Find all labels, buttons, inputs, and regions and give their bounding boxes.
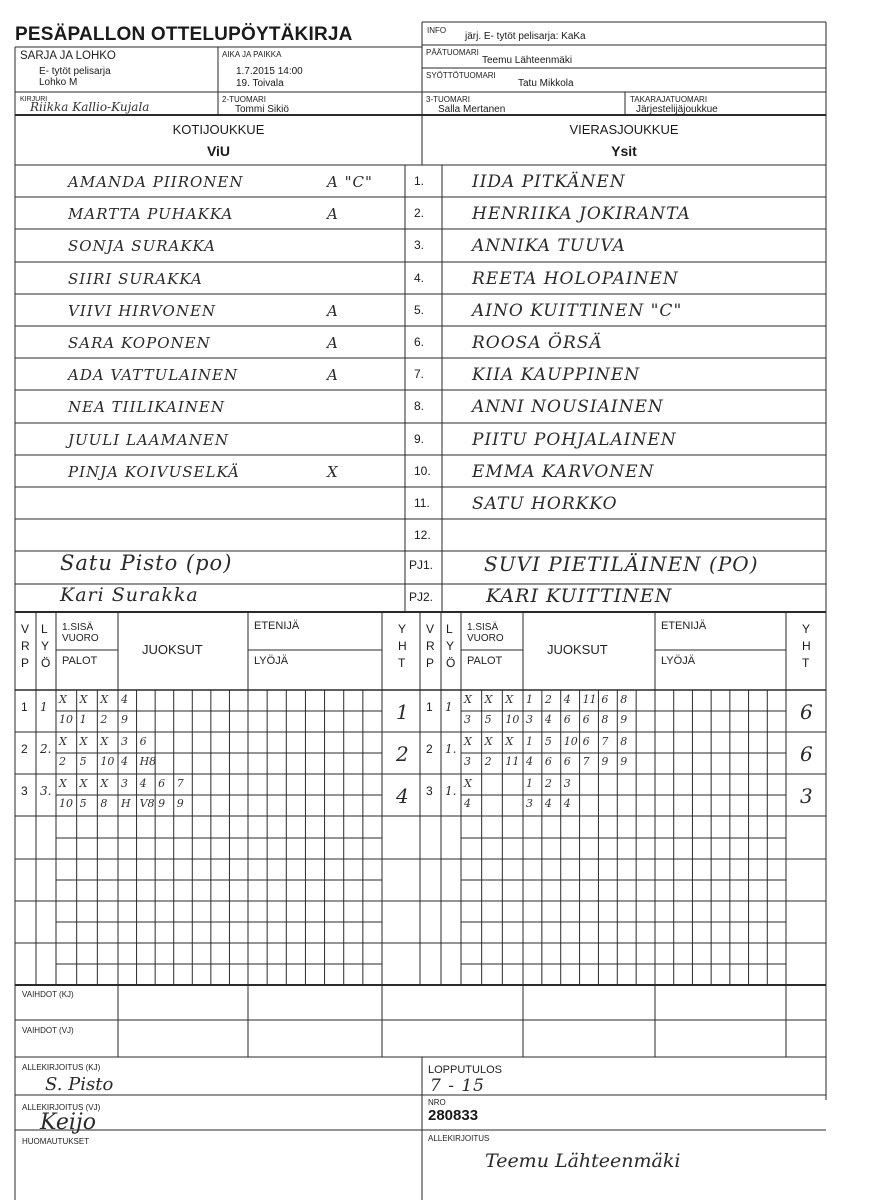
inning-top-cell: 4 <box>121 693 128 706</box>
vaihdot-vj-label: VAIHDOT (VJ) <box>22 1026 74 1035</box>
paatuomari-value: Teemu Lähteenmäki <box>482 55 573 66</box>
etenija-header: ETENIJÄ <box>254 620 300 632</box>
away-player: ANNI NOUSIAINEN <box>472 397 664 417</box>
inning-top-cell: 2 <box>544 693 552 706</box>
inning-top-cell: X <box>100 735 109 748</box>
row-number: 12. <box>414 528 431 542</box>
inning-bottom-cell: 3 <box>526 713 533 726</box>
inning-total: 6 <box>800 700 813 724</box>
row-number: 11. <box>414 496 430 510</box>
inning-top-cell: 6 <box>582 735 590 748</box>
yht-header-letter: Y <box>398 622 407 636</box>
inning-l: 2. <box>40 742 52 756</box>
home-player-mark: A <box>327 302 339 320</box>
away-team-label: VIERASJOUKKUE <box>569 122 679 137</box>
inning-bottom-cell: 2 <box>100 713 108 726</box>
lyo-header-letter: Ö <box>446 656 456 670</box>
row-number: 8. <box>414 399 425 413</box>
inning-bottom-cell: 8 <box>100 797 108 810</box>
inning-top-cell: X <box>79 693 88 706</box>
inning-top-cell: X <box>505 735 514 748</box>
inning-bottom-cell: 2 <box>59 755 66 768</box>
aika-value-1: 1.7.2015 14:00 <box>236 66 303 77</box>
away-team-name: Ysit <box>611 143 637 159</box>
etenija-header: ETENIJÄ <box>661 620 707 632</box>
inning-bottom-cell: 4 <box>563 797 571 810</box>
signature-vj: Keijo <box>40 1110 96 1135</box>
lyo-header-letter: Y <box>446 639 455 653</box>
info-label: INFO <box>427 26 447 35</box>
away-player: PIITU POHJALAINEN <box>472 430 677 450</box>
vrp-header-letter: R <box>21 639 30 653</box>
inning-top-cell: 3 <box>121 777 128 790</box>
juoksut-header: JUOKSUT <box>547 642 608 657</box>
inning-top-cell: 6 <box>601 693 609 706</box>
away-pj1: SUVI PIETILÄINEN (PO) <box>484 552 759 576</box>
home-player: SONJA SURAKKA <box>68 237 216 255</box>
inning-bottom-cell: 6 <box>563 713 571 726</box>
inning-top-cell: X <box>484 735 493 748</box>
away-pj2: KARI KUITTINEN <box>486 585 673 607</box>
nro-label: NRO <box>428 1098 446 1107</box>
inning-bottom-cell: 4 <box>464 797 471 810</box>
row-number: 1. <box>414 174 425 188</box>
inning-top-cell: 6 <box>158 777 166 790</box>
home-player: AMANDA PIIRONEN <box>68 173 244 191</box>
inning-bottom-cell: H8 <box>139 755 157 768</box>
inning-top-cell: 2 <box>544 777 552 790</box>
syottotuomari-label: SYÖTTÖTUOMARI <box>426 71 496 80</box>
lopputulos-label: LOPPUTULOS <box>428 1064 502 1076</box>
away-player: EMMA KARVONEN <box>472 462 655 482</box>
inning-top-cell: 3 <box>563 777 571 790</box>
inning-bottom-cell: 1 <box>79 713 87 726</box>
sarja-value-1: E- tytöt pelisarja <box>39 66 111 77</box>
vrp-header-letter: V <box>426 622 435 636</box>
lyo-header-letter: L <box>41 622 48 636</box>
takaraja-value: Järjestelijäjoukkue <box>636 104 718 115</box>
info-value: järj. E- tytöt pelisarja: KaKa <box>465 31 586 42</box>
paatuomari-label: PÄÄTUOMARI <box>426 48 479 57</box>
allekirjoitus-vj-label: ALLEKIRJOITUS (VJ) <box>22 1103 101 1112</box>
inning-top-cell: X <box>505 693 514 706</box>
inning-top-cell: X <box>59 735 67 748</box>
inning-bottom-cell: 5 <box>79 755 87 768</box>
lopputulos-value: 7 - 15 <box>430 1076 485 1096</box>
aika-value-2: 19. Toivala <box>236 78 284 89</box>
away-player: AINO KUITTINEN "C" <box>472 301 683 321</box>
vuoro-header: 1.SISÄ VUORO <box>467 622 504 644</box>
inning-top-cell: X <box>464 735 472 748</box>
inning-top-cell: X <box>79 735 88 748</box>
inning-top-cell: X <box>100 693 109 706</box>
yht-header-letter: T <box>802 656 810 670</box>
inning-bottom-cell: 4 <box>121 755 128 768</box>
lyo-header-letter: Ö <box>41 656 51 670</box>
inning-bottom-cell: 4 <box>526 755 533 768</box>
home-player: NEA TIILIKAINEN <box>68 398 225 416</box>
inning-top-cell: 11 <box>582 693 597 706</box>
signature-kj: S. Pisto <box>45 1074 114 1095</box>
home-player-mark: A <box>327 366 339 384</box>
row-number: 2. <box>414 206 425 220</box>
inning-bottom-cell: 6 <box>544 755 552 768</box>
lyoja-header: LYÖJÄ <box>661 655 696 667</box>
nro-value: 280833 <box>428 1107 479 1124</box>
inning-bottom-cell: 9 <box>601 755 609 768</box>
home-player: ADA VATTULAINEN <box>68 366 239 384</box>
lyoja-header: LYÖJÄ <box>254 655 289 667</box>
lyo-header-letter: Y <box>41 639 50 653</box>
tuomari3-label: 3-TUOMARI <box>426 95 470 104</box>
row-number: 4. <box>414 271 425 285</box>
palot-header: PALOT <box>467 655 503 667</box>
home-player: SIIRI SURAKKA <box>68 270 203 288</box>
inning-top-cell: X <box>59 777 67 790</box>
inning-bottom-cell: 5 <box>484 713 492 726</box>
inning-top-cell: X <box>484 693 493 706</box>
yht-header-letter: Y <box>802 622 811 636</box>
inning-top-cell: 3 <box>121 735 128 748</box>
form-title: PESÄPALLON OTTELUPÖYTÄKIRJA <box>15 24 353 45</box>
inning-total: 4 <box>396 784 409 808</box>
inning-v: 1 <box>21 700 28 714</box>
inning-top-cell: 8 <box>620 735 628 748</box>
inning-top-cell: X <box>79 777 88 790</box>
away-player: KIIA KAUPPINEN <box>472 365 641 385</box>
inning-bottom-cell: 9 <box>620 713 628 726</box>
inning-bottom-cell: 6 <box>582 713 590 726</box>
inning-bottom-cell: 10 <box>59 713 73 726</box>
inning-bottom-cell: 10 <box>100 755 115 768</box>
inning-bottom-cell: 3 <box>464 755 471 768</box>
home-player: VIIVI HIRVONEN <box>68 302 217 320</box>
yht-header-letter: H <box>802 639 811 653</box>
pj2-label: PJ2. <box>409 590 434 604</box>
inning-top-cell: 10 <box>563 735 578 748</box>
vuoro-header: 1.SISÄ VUORO <box>62 622 99 644</box>
home-pj2: Kari Surakka <box>60 584 199 606</box>
inning-top-cell: X <box>100 777 109 790</box>
home-player: PINJA KOIVUSELKÄ <box>68 463 240 481</box>
tuomari3-value: Salla Mertanen <box>438 104 506 115</box>
inning-bottom-cell: H <box>121 797 131 810</box>
inning-bottom-cell: 9 <box>620 755 628 768</box>
yht-header-letter: T <box>398 656 406 670</box>
vrp-header-letter: V <box>21 622 30 636</box>
inning-l: 3. <box>40 784 52 798</box>
away-player: IIDA PITKÄNEN <box>472 172 626 192</box>
vrp-header-letter: P <box>21 656 30 670</box>
row-number: 5. <box>414 303 425 317</box>
allekirjoitus-label: ALLEKIRJOITUS <box>428 1134 490 1143</box>
away-player: SATU HORKKO <box>472 494 618 514</box>
row-number: 9. <box>414 432 425 446</box>
inning-l: 1 <box>445 700 453 714</box>
inning-bottom-cell: 4 <box>544 797 552 810</box>
inning-v: 3 <box>21 784 28 798</box>
inning-top-cell: X <box>59 693 67 706</box>
home-team-label: KOTIJOUKKUE <box>172 122 265 137</box>
home-player-mark: A "C" <box>327 173 373 191</box>
inning-top-cell: 4 <box>563 693 571 706</box>
inning-bottom-cell: 2 <box>484 755 492 768</box>
home-pj1: Satu Pisto (po) <box>60 551 233 575</box>
inning-bottom-cell: 9 <box>176 797 184 810</box>
tuomari2-value: Tommi Sikiö <box>235 104 289 115</box>
inning-v: 2 <box>21 742 28 756</box>
palot-header: PALOT <box>62 655 98 667</box>
away-player: REETA HOLOPAINEN <box>472 269 679 289</box>
inning-bottom-cell: 10 <box>59 797 73 810</box>
home-player-mark: A <box>327 205 339 223</box>
home-player-mark: A <box>327 334 339 352</box>
vrp-header-letter: R <box>426 639 435 653</box>
inning-l: 1 <box>40 700 48 714</box>
inning-bottom-cell: 5 <box>79 797 87 810</box>
inning-total: 1 <box>396 700 409 724</box>
row-number: 7. <box>414 367 425 381</box>
row-number: 6. <box>414 335 425 349</box>
inning-top-cell: 5 <box>544 735 552 748</box>
yht-header-letter: H <box>398 639 407 653</box>
sarja-value-2: Lohko M <box>39 77 78 88</box>
inning-top-cell: 4 <box>139 777 147 790</box>
syottotuomari-value: Tatu Mikkola <box>518 78 574 89</box>
inning-bottom-cell: 4 <box>544 713 552 726</box>
kirjuri-value: Riikka Kallio-Kujala <box>30 100 150 114</box>
inning-bottom-cell: 6 <box>563 755 571 768</box>
home-player: JUULI LAAMANEN <box>68 431 229 449</box>
inning-bottom-cell: 3 <box>464 713 471 726</box>
inning-total: 6 <box>800 742 813 766</box>
inning-bottom-cell: 11 <box>505 755 520 768</box>
home-team-name: ViU <box>206 143 231 159</box>
inning-top-cell: 1 <box>526 777 533 790</box>
inning-l: 1. <box>445 742 457 756</box>
inning-v: 1 <box>426 700 433 714</box>
inning-v: 2 <box>426 742 433 756</box>
inning-top-cell: X <box>464 693 472 706</box>
juoksut-header: JUOKSUT <box>142 642 203 657</box>
inning-bottom-cell: 9 <box>158 797 166 810</box>
row-number: 10. <box>414 464 431 478</box>
takaraja-label: TAKARAJATUOMARI <box>630 95 708 104</box>
sarja-label: SARJA JA LOHKO <box>20 50 116 62</box>
inning-bottom-cell: V8 <box>139 797 155 810</box>
lyo-header-letter: L <box>446 622 453 636</box>
inning-bottom-cell: 7 <box>582 755 590 768</box>
vrp-header-letter: P <box>426 656 435 670</box>
inning-total: 3 <box>800 784 813 808</box>
inning-bottom-cell: 9 <box>121 713 128 726</box>
home-player-mark: X <box>327 463 339 481</box>
home-player: MARTTA PUHAKKA <box>68 205 234 223</box>
inning-top-cell: 7 <box>176 777 184 790</box>
inning-bottom-cell: 10 <box>505 713 520 726</box>
inning-bottom-cell: 8 <box>601 713 609 726</box>
away-player: HENRIIKA JOKIRANTA <box>472 204 691 224</box>
tuomari2-label: 2-TUOMARI <box>222 95 266 104</box>
away-player: ROOSA ÖRSÄ <box>472 333 603 353</box>
pj1-label: PJ1. <box>409 558 434 572</box>
kirjuri-label: KIRJURI <box>20 96 48 103</box>
inning-top-cell: 6 <box>139 735 147 748</box>
vaihdot-kj-label: VAIHDOT (KJ) <box>22 990 74 999</box>
inning-bottom-cell: 3 <box>526 797 533 810</box>
signature-referee: Teemu Lähteenmäki <box>485 1150 681 1172</box>
inning-top-cell: 1 <box>526 735 533 748</box>
inning-top-cell: X <box>464 777 472 790</box>
inning-total: 2 <box>396 742 409 766</box>
inning-top-cell: 1 <box>526 693 533 706</box>
home-player: SARA KOPONEN <box>68 334 211 352</box>
inning-l: 1. <box>445 784 457 798</box>
huomautukset-label: HUOMAUTUKSET <box>22 1137 90 1146</box>
row-number: 3. <box>414 238 425 252</box>
allekirjoitus-kj-label: ALLEKIRJOITUS (KJ) <box>22 1063 101 1072</box>
inning-v: 3 <box>426 784 433 798</box>
away-player: ANNIKA TUUVA <box>472 236 626 256</box>
inning-top-cell: 8 <box>620 693 628 706</box>
inning-top-cell: 7 <box>601 735 609 748</box>
aika-label: AIKA JA PAIKKA <box>222 50 282 59</box>
